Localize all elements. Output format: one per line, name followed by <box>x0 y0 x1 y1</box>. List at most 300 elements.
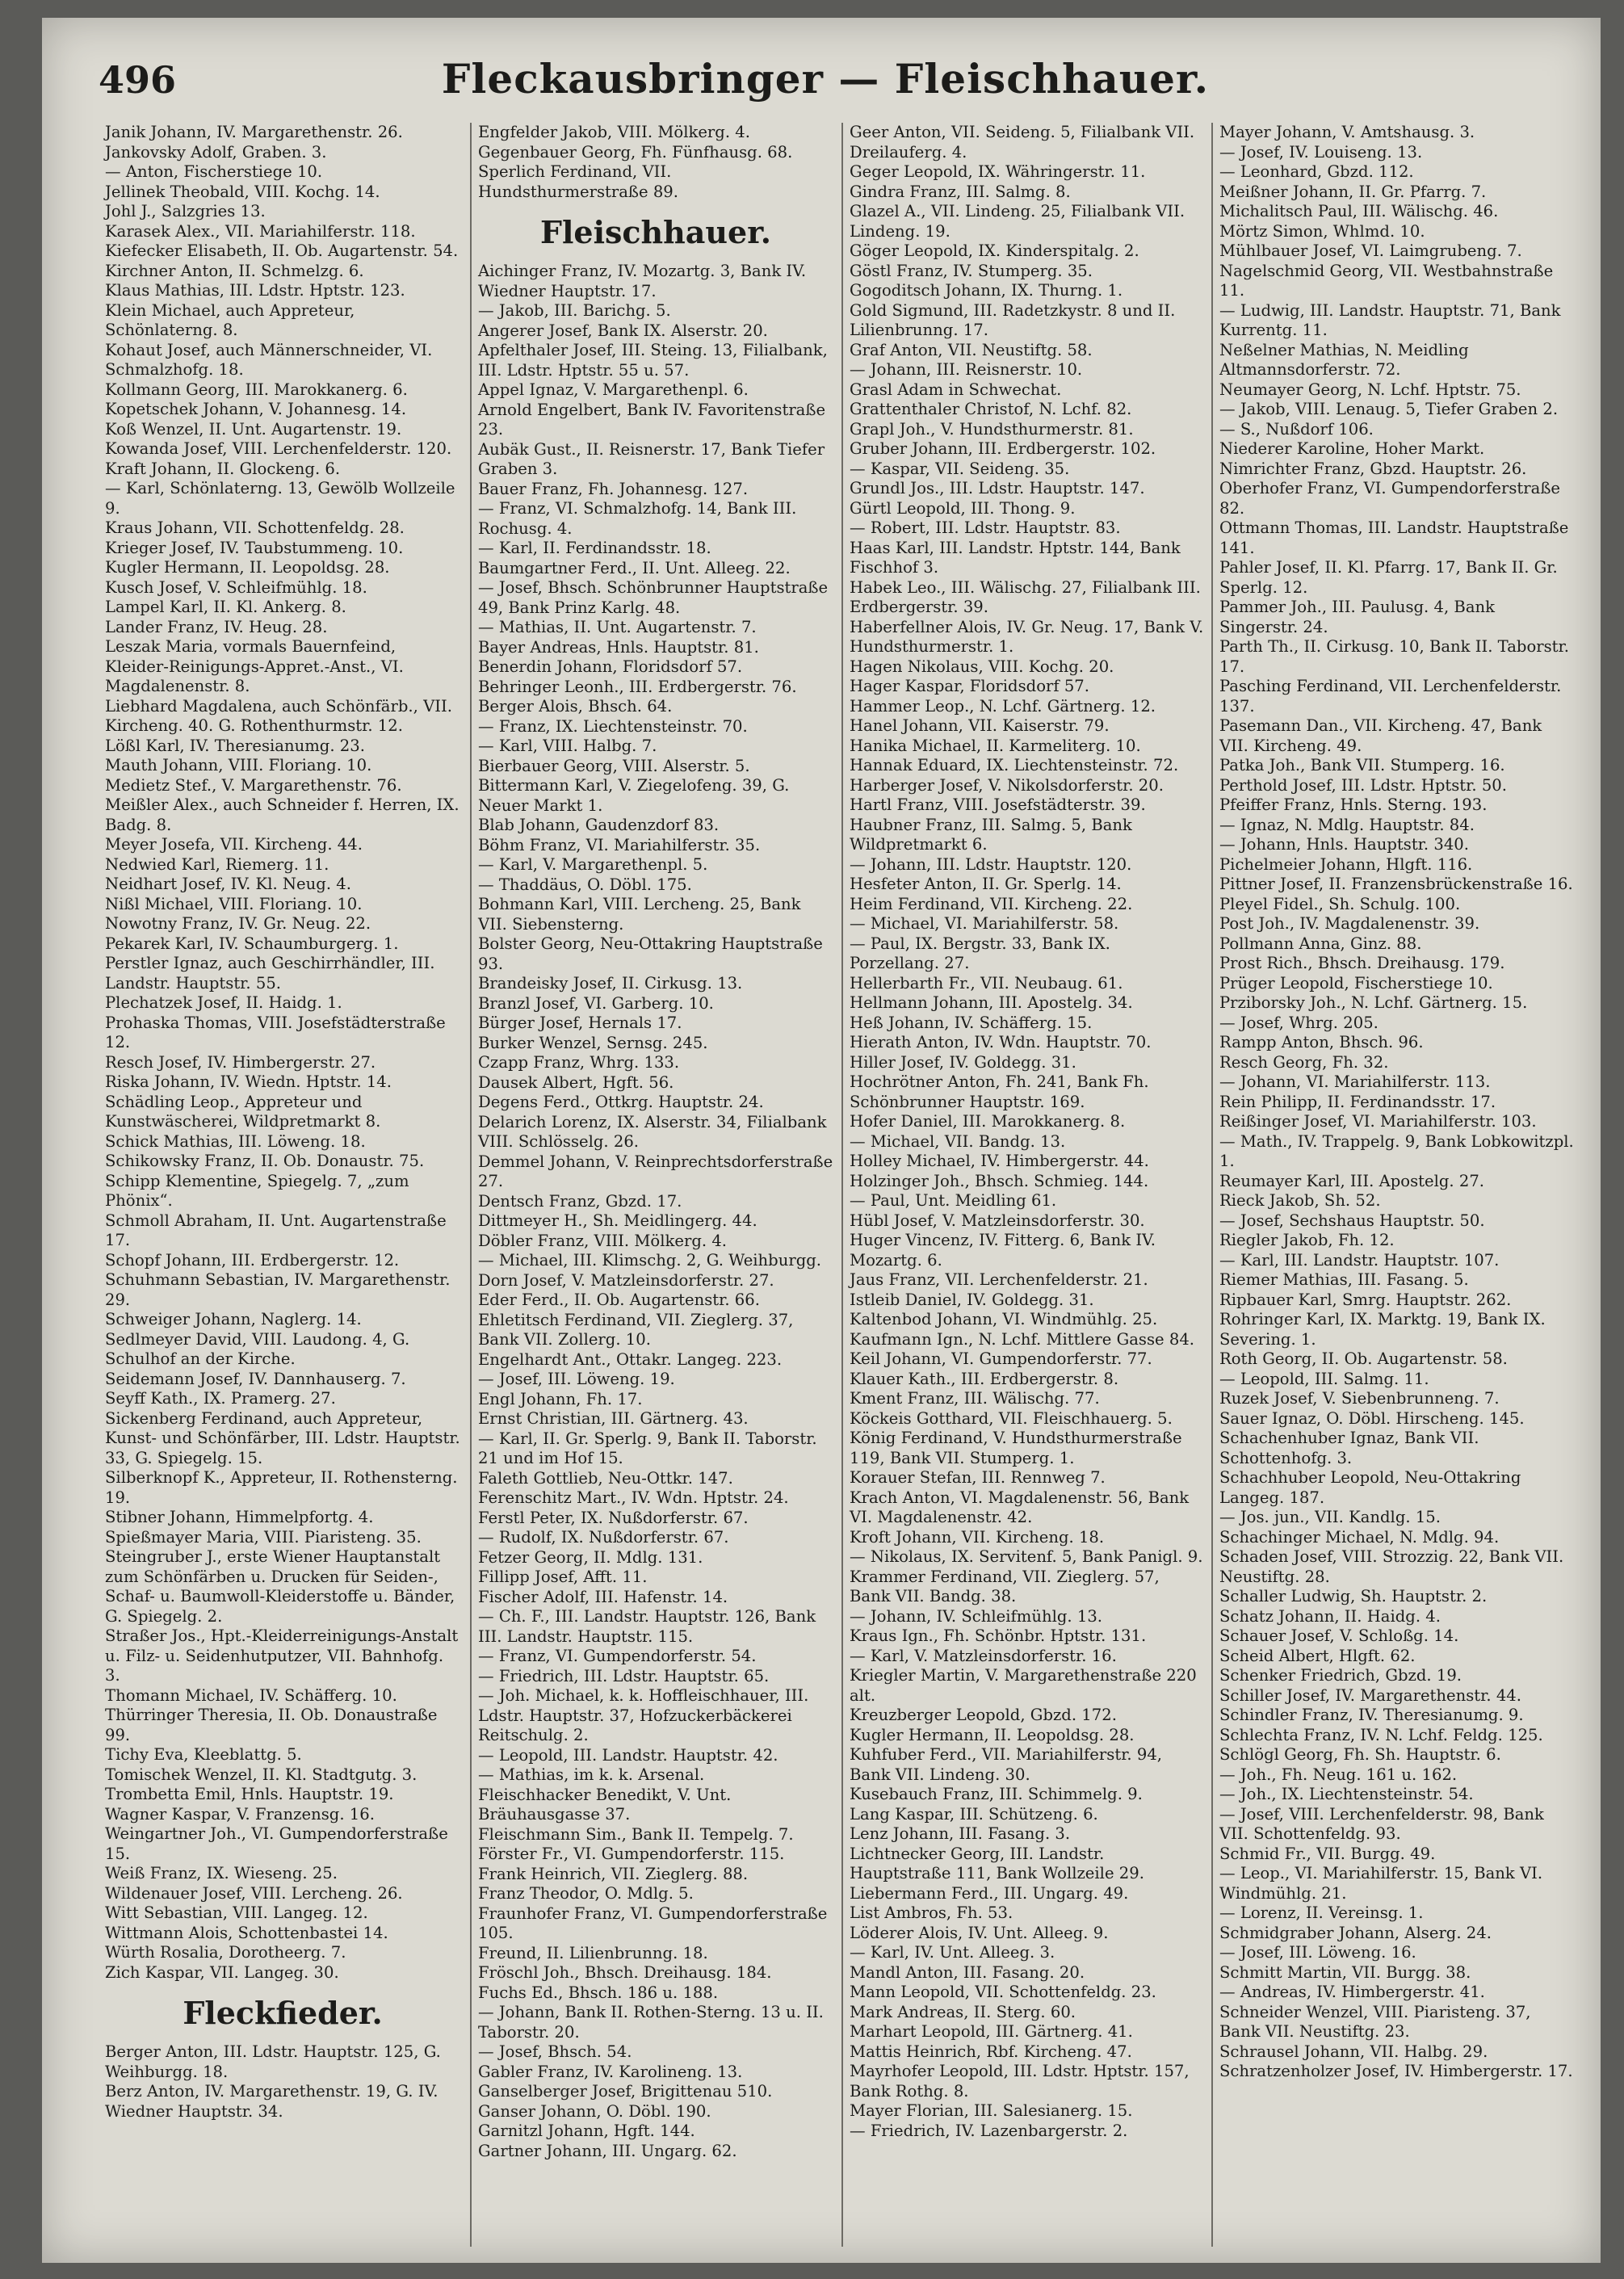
directory-entry: Meißler Alex., auch Schneider f. Herren, IX. Badg. 8. <box>105 795 460 834</box>
directory-entry: Lander Franz, IV. Heug. 28. <box>105 617 328 636</box>
directory-entry: Thomann Michael, IV. Schäfferg. 10. <box>105 1685 397 1705</box>
directory-entry: Fröschl Joh., Bhsch. Dreihausg. 184. <box>478 1963 772 1982</box>
directory-entry: — Thaddäus, O. Döbl. 175. <box>478 875 692 894</box>
directory-entry: Koß Wenzel, II. Unt. Augartenstr. 19. <box>105 419 402 439</box>
directory-entry: — Karl, VIII. Halbg. 7. <box>478 737 657 755</box>
directory-entry: Gruber Johann, III. Erdbergerstr. 102. <box>850 439 1156 458</box>
directory-entry: Lenz Johann, III. Fasang. 3. <box>850 1824 1071 1843</box>
directory-entry: Faleth Gottlieb, Neu-Ottkr. 147. <box>478 1468 733 1488</box>
directory-entry: Schikowsky Franz, II. Ob. Donaustr. 75. <box>105 1152 425 1170</box>
directory-entry: Löderer Alois, IV. Unt. Alleeg. 9. <box>850 1923 1109 1942</box>
directory-entry: — Michael, VII. Bandg. 13. <box>850 1131 1066 1151</box>
directory-entry: Nimrichter Franz, Gbzd. Hauptstr. 26. <box>1219 459 1527 478</box>
directory-entry: Hanika Michael, II. Karmeliterg. 10. <box>850 736 1141 755</box>
directory-entry: Rein Philipp, II. Ferdinandsstr. 17. <box>1219 1092 1496 1111</box>
directory-page <box>42 18 1601 2263</box>
directory-entry: — Franz, VI. Gumpendorferstr. 54. <box>478 1647 757 1665</box>
directory-entry: Aubäk Gust., II. Reisnerstr. 17, Bank Tiefer Graben 3. <box>478 439 825 478</box>
directory-entry: Böhm Franz, VI. Mariahilferstr. 35. <box>478 835 761 854</box>
directory-entry: Ferstl Peter, IX. Nußdorferstr. 67. <box>478 1508 749 1527</box>
directory-entry: Hesfeter Anton, II. Gr. Sperlg. 14. <box>850 875 1122 893</box>
directory-entry: Perstler Ignaz, auch Geschirrhändler, III. Landstr. Hauptstr. 55. <box>105 954 435 993</box>
directory-entry: Medietz Stef., V. Margarethenstr. 76. <box>105 775 402 795</box>
directory-entry: — Mathias, II. Unt. Augartenstr. 7. <box>478 618 757 636</box>
directory-entry: König Ferdinand, V. Hundsthurmerstraße 119, Bank VII. Stumperg. 1. <box>850 1429 1182 1467</box>
directory-entry: — Josef, III. Löweng. 19. <box>478 1370 675 1388</box>
directory-entry: Pahler Josef, II. Kl. Pfarrg. 17, Bank II. Gr. Sperlg. 12. <box>1219 558 1558 597</box>
directory-entry: Patka Joh., Bank VII. Stumperg. 16. <box>1219 756 1505 774</box>
directory-entry: — Jos. jun., VII. Kandlg. 15. <box>1219 1508 1441 1526</box>
directory-entry: Grundl Jos., III. Ldstr. Hauptstr. 147. <box>850 479 1145 497</box>
directory-entry: — Friedrich, III. Ldstr. Hauptstr. 65. <box>478 1666 770 1685</box>
directory-entry: Förster Fr., VI. Gumpendorferstr. 115. <box>478 1845 785 1863</box>
directory-entry: Hübl Josef, V. Matzleinsdorferstr. 30. <box>850 1211 1145 1230</box>
directory-entry: Riegler Jakob, Fh. 12. <box>1219 1231 1395 1249</box>
directory-entry: — Karl, II. Gr. Sperlg. 9, Bank II. Taborstr. 21 und im Hof 15. <box>478 1429 817 1467</box>
directory-entry: Bolster Georg, Neu-Ottakring Hauptstraße 93. <box>478 934 823 973</box>
directory-entry: — Johann, III. Ldstr. Hauptstr. 120. <box>850 854 1132 874</box>
column-1 <box>105 123 460 2122</box>
directory-entry: Garnitzl Johann, Hgft. 144. <box>478 2122 695 2140</box>
directory-entry: Mann Leopold, VII. Schottenfeldg. 23. <box>850 1983 1156 2001</box>
directory-entry: Kraft Johann, II. Glockeng. 6. <box>105 459 341 478</box>
directory-entry: Schlechta Franz, IV. N. Lchf. Feldg. 125. <box>1219 1725 1543 1744</box>
directory-entry: Pekarek Karl, IV. Schaumburgerg. 1. <box>105 934 399 953</box>
directory-entry: — Karl, II. Ferdinandsstr. 18. <box>478 539 711 557</box>
directory-entry: Hammer Leop., N. Lchf. Gärtnerg. 12. <box>850 696 1156 716</box>
directory-entry: Branzl Josef, VI. Garberg. 10. <box>478 993 714 1013</box>
directory-entry: Heim Ferdinand, VII. Kircheng. 22. <box>850 894 1133 913</box>
directory-entry: Weingartner Joh., VI. Gumpendorferstraße 15. <box>105 1824 448 1863</box>
directory-entry: Schopf Johann, III. Erdbergerstr. 12. <box>105 1250 400 1270</box>
section-heading: Fleckfieder. <box>183 1995 383 2031</box>
directory-entry: Stibner Johann, Himmelpfortg. 4. <box>105 1508 374 1526</box>
directory-entry: Krach Anton, VI. Magdalenenstr. 56, Bank VI. Magdalenenstr. 42. <box>850 1488 1190 1526</box>
directory-entry: Brandeisky Josef, II. Cirkusg. 13. <box>478 974 743 993</box>
directory-entry: Hartl Franz, VIII. Josefstädterstr. 39. <box>850 795 1146 814</box>
directory-entry: Fraunhofer Franz, VI. Gumpendorferstraße 105. <box>478 1903 828 1942</box>
directory-entry: — Michael, III. Klimschg. 2, G. Weihburgg. <box>478 1251 822 1270</box>
directory-entry: Lang Kaspar, III. Schützeng. 6. <box>850 1804 1098 1824</box>
directory-entry: Mühlbauer Josef, VI. Laimgrubeng. 7. <box>1219 241 1522 260</box>
section-heading: Fleischhauer. <box>539 214 771 250</box>
directory-entry: Fuchs Ed., Bhsch. 186 u. 188. <box>478 1983 719 2002</box>
directory-entry: — Johann, VI. Mariahilferstr. 113. <box>1219 1072 1491 1091</box>
directory-entry: Kreuzberger Leopold, Gbzd. 172. <box>850 1706 1117 1724</box>
directory-entry: Keil Johann, VI. Gumpendorferstr. 77. <box>850 1349 1152 1368</box>
directory-entry: Nagelschmid Georg, VII. Westbahnstraße 11. <box>1219 261 1554 300</box>
directory-entry: Plechatzek Josef, II. Haidg. 1. <box>105 993 342 1012</box>
directory-entry: Schenker Friedrich, Gbzd. 19. <box>1219 1666 1462 1685</box>
directory-entry: — Josef, Bhsch. 54. <box>478 2042 632 2061</box>
directory-entry: Gold Sigmund, III. Radetzkystr. 8 und II. Lilienbrunng. 17. <box>850 300 1176 339</box>
directory-entry: Gürtl Leopold, III. Thong. 9. <box>850 498 1076 518</box>
directory-entry: Meyer Josefa, VII. Kircheng. 44. <box>105 835 363 854</box>
directory-entry: — Karl, IV. Unt. Alleeg. 3. <box>850 1943 1055 1962</box>
directory-entry: — Joh., IX. Liechtensteinstr. 54. <box>1219 1785 1474 1803</box>
directory-entry: Bittermann Karl, V. Ziegelofeng. 39, G. Neuer Markt 1. <box>478 776 790 815</box>
directory-entry: Seyff Kath., IX. Pramerg. 27. <box>105 1389 336 1408</box>
directory-entry: Bayer Andreas, Hnls. Hauptstr. 81. <box>478 637 759 657</box>
directory-entry: Klauer Kath., III. Erdbergerstr. 8. <box>850 1369 1119 1388</box>
directory-entry: — Math., IV. Trappelg. 9, Bank Lobkowitzpl. 1. <box>1219 1131 1574 1170</box>
directory-entry: Sperlich Ferdinand, VII. Hundsthurmerstraße 89. <box>478 162 678 201</box>
directory-entry: Jellinek Theobald, VIII. Kochg. 14. <box>105 182 380 201</box>
directory-entry: Roth Georg, II. Ob. Augartenstr. 58. <box>1219 1349 1508 1368</box>
directory-entry: Gogoditsch Johann, IX. Thurng. 1. <box>850 281 1123 300</box>
directory-entry: Gabler Franz, IV. Karolineng. 13. <box>478 2062 743 2081</box>
directory-entry: Thürringer Theresia, II. Ob. Donaustraße 99. <box>105 1706 438 1744</box>
directory-entry: Kiefecker Elisabeth, II. Ob. Augartenstr. 54. <box>105 241 459 260</box>
directory-entry: Freund, II. Lilienbrunng. 18. <box>478 1943 708 1962</box>
directory-entry: Janik Johann, IV. Margarethenstr. 26. <box>105 123 403 141</box>
directory-entry: Nowotny Franz, IV. Gr. Neug. 22. <box>105 914 371 933</box>
directory-entry: Pfeiffer Franz, Hnls. Sterng. 193. <box>1219 795 1488 814</box>
directory-entry: Rieck Jakob, Sh. 52. <box>1219 1191 1381 1210</box>
directory-entry: Ruzek Josef, V. Siebenbrunneng. 7. <box>1219 1389 1500 1408</box>
directory-entry: Prüger Leopold, Fischerstiege 10. <box>1219 973 1493 993</box>
directory-entry: Rohringer Karl, IX. Marktg. 19, Bank IX. Severing. 1. <box>1219 1310 1546 1349</box>
directory-entry: Demmel Johann, V. Reinprechtsdorferstraße 27. <box>478 1152 833 1190</box>
directory-entry: Fischer Adolf, III. Hafenstr. 14. <box>478 1587 728 1606</box>
directory-entry: Ernst Christian, III. Gärtnerg. 43. <box>478 1409 749 1428</box>
directory-entry: Eder Ferd., II. Ob. Augartenstr. 66. <box>478 1291 760 1309</box>
directory-entry: Korauer Stefan, III. Rennweg 7. <box>850 1468 1106 1487</box>
directory-entry: — Ludwig, III. Landstr. Hauptstr. 71, Bank Kurrentg. 11. <box>1219 300 1561 339</box>
directory-entry: Mark Andreas, II. Sterg. 60. <box>850 2002 1076 2021</box>
directory-entry: Aichinger Franz, IV. Mozartg. 3, Bank IV. Wiedner Hauptstr. 17. <box>478 262 807 300</box>
directory-entry: Döbler Franz, VIII. Mölkerg. 4. <box>478 1231 728 1250</box>
directory-entry: Ottmann Thomas, III. Landstr. Hauptstraße 141. <box>1219 518 1569 557</box>
directory-entry: Lampel Karl, II. Kl. Ankerg. 8. <box>105 598 346 616</box>
directory-entry: Mörtz Simon, Whlmd. 10. <box>1219 221 1425 241</box>
directory-entry: Bürger Josef, Hernals 17. <box>478 1014 682 1032</box>
directory-entry: Steingruber J., erste Wiener Hauptanstalt zum Schönfärben u. Drucken für Seiden-, Schaf- u. Baumwoll-Kleiderstoffe u. Bänder, G. Spiegelg. 2. <box>105 1547 455 1626</box>
directory-entry: Hannak Eduard, IX. Liechtensteinstr. 72. <box>850 756 1179 774</box>
directory-entry: Sauer Ignaz, O. Döbl. Hirscheng. 145. <box>1219 1408 1525 1428</box>
directory-entry: Post Joh., IV. Magdalenenstr. 39. <box>1219 914 1480 933</box>
directory-entry: Glazel A., VII. Lindeng. 25, Filialbank VII. Lindeng. 19. <box>850 202 1185 241</box>
directory-entry: Trombetta Emil, Hnls. Hauptstr. 19. <box>105 1785 394 1803</box>
directory-entry: Graf Anton, VII. Neustiftg. 58. <box>850 340 1093 359</box>
directory-entry: Neidhart Josef, IV. Kl. Neug. 4. <box>105 875 351 893</box>
directory-entry: Ganselberger Josef, Brigittenau 510. <box>478 2082 773 2101</box>
directory-entry: Würth Rosalia, Dorotheerg. 7. <box>105 1943 346 1962</box>
directory-entry: — Joh. Michael, k. k. Hoffleischhauer, III. Ldstr. Hauptstr. 37, Hofzuckerbäckerei Reitschulg. 2. <box>478 1686 809 1744</box>
directory-entry: Wildenauer Josef, VIII. Lercheng. 26. <box>105 1883 403 1903</box>
directory-entry: Riemer Mathias, III. Fasang. 5. <box>1219 1270 1469 1289</box>
directory-entry: Leszak Maria, vormals Bauernfeind, Kleider-Reinigungs-Appret.-Anst., VI. Magdalenenstr. 8. <box>105 637 404 695</box>
directory-entry: — Friedrich, IV. Lazenbargerstr. 2. <box>850 2121 1128 2140</box>
directory-entry: — Paul, IX. Bergstr. 33, Bank IX. Porzellang. 27. <box>850 934 1110 972</box>
directory-entry: Sedlmeyer David, VIII. Laudong. 4, G. Schulhof an der Kirche. <box>105 1329 410 1368</box>
column-divider <box>470 123 472 2247</box>
directory-entry: — Josef, Whrg. 205. <box>1219 1013 1379 1032</box>
directory-entry: Mauth Johann, VIII. Floriang. 10. <box>105 756 372 774</box>
directory-entry: Kraus Ign., Fh. Schönbr. Hptstr. 131. <box>850 1626 1147 1645</box>
directory-entry: Franz Theodor, O. Mdlg. 5. <box>478 1884 694 1903</box>
directory-entry: Hager Kaspar, Floridsdorf 57. <box>850 677 1090 695</box>
directory-entry: Appel Ignaz, V. Margarethenpl. 6. <box>478 380 749 399</box>
directory-entry: — Josef, VIII. Lerchenfelderstr. 98, Bank VII. Schottenfeldg. 93. <box>1219 1804 1544 1843</box>
directory-entry: — Josef, Bhsch. Schönbrunner Hauptstraße 49, Bank Prinz Karlg. 48. <box>478 578 829 617</box>
directory-entry: Schmoll Abraham, II. Unt. Augartenstraße 17. <box>105 1211 447 1249</box>
directory-entry: Ferenschitz Mart., IV. Wdn. Hptstr. 24. <box>478 1488 789 1507</box>
directory-entry: Neßelner Mathias, N. Meidling Altmannsdorferstr. 72. <box>1219 340 1469 379</box>
directory-entry: Hellerbarth Fr., VII. Neubaug. 61. <box>850 973 1123 993</box>
directory-entry: — Andreas, IV. Himbergerstr. 41. <box>1219 1983 1485 2001</box>
directory-entry: Resch Georg, Fh. 32. <box>1219 1052 1389 1072</box>
directory-entry: Schachinger Michael, N. Mdlg. 94. <box>1219 1527 1500 1547</box>
directory-entry: Straßer Jos., Hpt.-Kleiderreinigungs-Anstalt u. Filz- u. Seidenhutputzer, VII. Bahnhofg. 3. <box>105 1626 459 1685</box>
directory-entry: — Josef, III. Löweng. 16. <box>1219 1943 1416 1962</box>
directory-entry: Habek Leo., III. Wälischg. 27, Filialbank III. Erdbergerstr. 39. <box>850 577 1201 616</box>
directory-entry: — Paul, Unt. Meidling 61. <box>850 1191 1057 1210</box>
directory-entry: Reißinger Josef, VI. Mariahilferstr. 103. <box>1219 1112 1537 1131</box>
directory-entry: Nedwied Karl, Riemerg. 11. <box>105 854 329 874</box>
directory-entry: Mayer Johann, V. Amtshausg. 3. <box>1219 123 1475 141</box>
directory-entry: Haubner Franz, III. Salmg. 5, Bank Wildpretmarkt 6. <box>850 815 1132 854</box>
directory-entry: Resch Josef, IV. Himbergerstr. 27. <box>105 1052 376 1072</box>
directory-entry: Kaufmann Ign., N. Lchf. Mittlere Gasse 84. <box>850 1329 1195 1349</box>
directory-entry: Seidemann Josef, IV. Dannhauserg. 7. <box>105 1369 406 1388</box>
directory-entry: Prohaska Thomas, VIII. Josefstädterstraße 12. <box>105 1013 446 1051</box>
directory-entry: Lößl Karl, IV. Theresianumg. 23. <box>105 736 365 755</box>
directory-entry: Kroft Johann, VII. Kircheng. 18. <box>850 1527 1105 1547</box>
directory-entry: — Leopold, III. Salmg. 11. <box>1219 1369 1429 1388</box>
directory-entry: Haas Karl, III. Landstr. Hptstr. 144, Bank Fischhof 3. <box>850 538 1181 577</box>
directory-entry: Behringer Leonh., III. Erdbergerstr. 76. <box>478 677 797 696</box>
directory-entry: Benerdin Johann, Floridsdorf 57. <box>478 657 743 676</box>
directory-entry: Schmitt Martin, VII. Burgg. 38. <box>1219 1962 1471 1982</box>
directory-entry: List Ambros, Fh. 53. <box>850 1903 1013 1922</box>
directory-entry: Mattis Heinrich, Rbf. Kircheng. 47. <box>850 2042 1132 2061</box>
directory-entry: Huger Vincenz, IV. Fitterg. 6, Bank IV. Mozartg. 6. <box>850 1231 1156 1270</box>
directory-entry: Wittmann Alois, Schottenbastei 14. <box>105 1923 388 1942</box>
directory-entry: Heß Johann, IV. Schäfferg. 15. <box>850 1013 1093 1032</box>
directory-entry: Göger Leopold, IX. Kinderspitalg. 2. <box>850 241 1139 260</box>
directory-entry: Schädling Leop., Appreteur und Kunstwäscherei, Wildpretmarkt 8. <box>105 1092 381 1131</box>
directory-entry: Hierath Anton, IV. Wdn. Hauptstr. 70. <box>850 1033 1152 1051</box>
directory-entry: Arnold Engelbert, Bank IV. Favoritenstraße 23. <box>478 400 826 439</box>
directory-entry: Mayrhofer Leopold, III. Ldstr. Hptstr. 157, Bank Rothg. 8. <box>850 2062 1190 2101</box>
directory-entry: Neumayer Georg, N. Lchf. Hptstr. 75. <box>1219 380 1521 399</box>
directory-entry: Dorn Josef, V. Matzleinsdorferstr. 27. <box>478 1270 774 1290</box>
directory-entry: Schaller Ludwig, Sh. Hauptstr. 2. <box>1219 1587 1488 1605</box>
directory-entry: Liebermann Ferd., III. Ungarg. 49. <box>850 1883 1129 1903</box>
directory-entry: Schachhuber Leopold, Neu-Ottakring Langeg. 187. <box>1219 1468 1521 1507</box>
directory-entry: — Ch. F., III. Landstr. Hauptstr. 126, Bank III. Landstr. Hauptstr. 115. <box>478 1607 816 1646</box>
directory-entry: Ehletitsch Ferdinand, VII. Zieglerg. 37, Bank VII. Zollerg. 10. <box>478 1310 794 1349</box>
directory-entry: — Robert, III. Ldstr. Hauptstr. 83. <box>850 518 1121 537</box>
directory-entry: — Joh., Fh. Neug. 161 u. 162. <box>1219 1765 1458 1784</box>
directory-entry: Schick Mathias, III. Löweng. 18. <box>105 1131 366 1151</box>
column-divider <box>841 123 843 2247</box>
directory-entry: Schrausel Johann, VII. Halbg. 29. <box>1219 2042 1488 2061</box>
directory-entry: — Johann, Bank II. Rothen-Sterng. 13 u. II. Taborstr. 20. <box>478 2003 824 2042</box>
directory-entry: — Johann, III. Reisnerstr. 10. <box>850 360 1083 379</box>
directory-entry: Kraus Johann, VII. Schottenfeldg. 28. <box>105 518 405 537</box>
directory-entry: — Karl, V. Margarethenpl. 5. <box>478 855 708 874</box>
directory-entry: Pleyel Fidel., Sh. Schulg. 100. <box>1219 894 1461 913</box>
directory-entry: — Johann, IV. Schleifmühlg. 13. <box>850 1606 1103 1626</box>
directory-entry: Schachenhuber Ignaz, Bank VII. Schottenhofg. 3. <box>1219 1429 1479 1467</box>
directory-entry: Istleib Daniel, IV. Goldegg. 31. <box>850 1290 1094 1309</box>
directory-entry: Kriegler Martin, V. Margarethenstraße 220 alt. <box>850 1666 1197 1705</box>
directory-entry: Pollmann Anna, Ginz. 88. <box>1219 934 1422 953</box>
directory-entry: Harberger Josef, V. Nikolsdorferstr. 20. <box>850 775 1164 795</box>
directory-entry: Schipp Klementine, Spiegelg. 7, „zum Phönix“. <box>105 1171 409 1210</box>
directory-entry: Pammer Joh., III. Paulusg. 4, Bank Singerstr. 24. <box>1219 598 1496 636</box>
directory-entry: Schratzenholzer Josef, IV. Himbergerstr. 17. <box>1219 2062 1573 2080</box>
directory-entry: Hagen Nikolaus, VIII. Kochg. 20. <box>850 657 1114 676</box>
directory-entry: — Leop., VI. Mariahilferstr. 15, Bank VI. Windmühlg. 21. <box>1219 1864 1543 1903</box>
directory-entry: Kuhfuber Ferd., VII. Mariahilferstr. 94, Bank VII. Lindeng. 30. <box>850 1745 1163 1784</box>
directory-entry: Pichelmeier Johann, Hlgft. 116. <box>1219 854 1473 874</box>
directory-entry: — Johann, Hnls. Hauptstr. 340. <box>1219 835 1469 854</box>
directory-entry: Silberknopf K., Appreteur, II. Rothensterng. 19. <box>105 1468 458 1507</box>
directory-entry: — Lorenz, II. Vereinsg. 1. <box>1219 1903 1424 1922</box>
directory-entry: Berger Anton, III. Ldstr. Hauptstr. 125, G. Weihburgg. 18. <box>105 2042 441 2081</box>
directory-entry: — Karl, III. Landstr. Hauptstr. 107. <box>1219 1250 1500 1270</box>
directory-entry: Engl Johann, Fh. 17. <box>478 1389 643 1408</box>
directory-entry: Schiller Josef, IV. Margarethenstr. 44. <box>1219 1685 1522 1705</box>
directory-entry: Geer Anton, VII. Seideng. 5, Filialbank VII. Dreilauferg. 4. <box>850 123 1195 162</box>
column-divider <box>1211 123 1213 2247</box>
directory-entry: Engfelder Jakob, VIII. Mölkerg. 4. <box>478 123 750 141</box>
directory-entry: Lichtnecker Georg, III. Landstr. Hauptstraße 111, Bank Wollzeile 29. <box>850 1844 1144 1882</box>
directory-entry: Bohmann Karl, VIII. Lercheng. 25, Bank VII. Siebensterng. <box>478 895 801 934</box>
directory-entry: Mandl Anton, III. Fasang. 20. <box>850 1962 1085 1982</box>
directory-entry: Jaus Franz, VII. Lerchenfelderstr. 21. <box>850 1270 1148 1289</box>
directory-entry: Baumgartner Ferd., II. Unt. Alleeg. 22. <box>478 558 791 577</box>
directory-entry: Zich Kaspar, VII. Langeg. 30. <box>105 1962 339 1982</box>
directory-entry: Blab Johann, Gaudenzdorf 83. <box>478 816 720 834</box>
directory-entry: — Jakob, III. Barichg. 5. <box>478 301 671 320</box>
directory-entry: Spießmayer Maria, VIII. Piaristeng. 35. <box>105 1527 422 1547</box>
directory-entry: Holley Michael, IV. Himbergerstr. 44. <box>850 1152 1149 1170</box>
directory-entry: Marhart Leopold, III. Gärtnerg. 41. <box>850 2022 1133 2041</box>
directory-entry: Schlögl Georg, Fh. Sh. Hauptstr. 6. <box>1219 1745 1501 1764</box>
directory-entry: Scheid Albert, Hlgft. 62. <box>1219 1646 1416 1665</box>
directory-entry: Tomischek Wenzel, II. Kl. Stadtgutg. 3. <box>105 1765 418 1784</box>
directory-entry: Krieger Josef, IV. Taubstummeng. 10. <box>105 538 404 557</box>
directory-entry: Hochrötner Anton, Fh. 241, Bank Fh. Schönbrunner Hauptstr. 169. <box>850 1072 1149 1111</box>
directory-entry: Kohaut Josef, auch Männerschneider, VI. Schmalzhofg. 18. <box>105 340 433 379</box>
directory-entry: Riska Johann, IV. Wiedn. Hptstr. 14. <box>105 1072 392 1091</box>
running-title: Fleckausbringer — Fleischhauer. <box>441 55 1210 103</box>
directory-entry: Hiller Josef, IV. Goldegg. 31. <box>850 1052 1076 1072</box>
directory-entry: Schmidgraber Johann, Alserg. 24. <box>1219 1923 1492 1942</box>
directory-entry: Grasl Adam in Schwechat. <box>850 380 1062 399</box>
directory-entry: Dittmeyer H., Sh. Meidlingerg. 44. <box>478 1211 757 1230</box>
directory-entry: Göstl Franz, IV. Stumperg. 35. <box>850 261 1093 280</box>
directory-entry: Michalitsch Paul, III. Wälischg. 46. <box>1219 202 1499 220</box>
directory-entry: Schuhmann Sebastian, IV. Margarethenstr. 29. <box>105 1270 451 1309</box>
directory-entry: Wagner Kaspar, V. Franzensg. 16. <box>105 1804 375 1824</box>
directory-entry: Bauer Franz, Fh. Johannesg. 127. <box>478 479 749 498</box>
directory-entry: Grattenthaler Christof, N. Lchf. 82. <box>850 400 1132 418</box>
directory-entry: Perthold Josef, III. Ldstr. Hptstr. 50. <box>1219 775 1507 795</box>
directory-entry: Prziborsky Joh., N. Lchf. Gärtnerg. 15. <box>1219 993 1528 1012</box>
directory-entry: Fleischmann Sim., Bank II. Tempelg. 7. <box>478 1824 794 1844</box>
directory-entry: Pittner Josef, II. Franzensbrückenstraße 16. <box>1219 875 1573 893</box>
directory-entry: — Karl, Schönlaterng. 13, Gewölb Wollzeile 9. <box>105 479 455 518</box>
directory-entry: Kusebauch Franz, III. Schimmelg. 9. <box>850 1785 1143 1803</box>
directory-entry: Holzinger Joh., Bhsch. Schmieg. 144. <box>850 1171 1149 1190</box>
directory-entry: Prost Rich., Bhsch. Dreihausg. 179. <box>1219 954 1505 972</box>
directory-entry: Klein Michael, auch Appreteur, Schönlaterng. 8. <box>105 300 355 339</box>
directory-entry: — Anton, Fischerstiege 10. <box>105 162 323 181</box>
directory-entry: Kollmann Georg, III. Marokkanerg. 6. <box>105 380 408 399</box>
directory-entry: Schmid Fr., VII. Burgg. 49. <box>1219 1844 1436 1863</box>
directory-entry: Kowanda Josef, VIII. Lerchenfelderstr. 120. <box>105 439 452 458</box>
directory-entry: Apfelthaler Josef, III. Steing. 13, Filialbank, III. Ldstr. Hptstr. 55 u. 57. <box>478 341 828 380</box>
directory-entry: Burker Wenzel, Sernsg. 245. <box>478 1033 708 1052</box>
directory-entry: Niederer Karoline, Hoher Markt. <box>1219 439 1485 458</box>
directory-entry: Rampp Anton, Bhsch. 96. <box>1219 1033 1424 1051</box>
directory-entry: Hofer Daniel, III. Marokkanerg. 8. <box>850 1112 1126 1131</box>
directory-entry: — Josef, Sechshaus Hauptstr. 50. <box>1219 1211 1485 1230</box>
directory-entry: Pasemann Dan., VII. Kircheng. 47, Bank VII. Kircheng. 49. <box>1219 716 1542 755</box>
directory-entry: Schauer Josef, V. Schloßg. 14. <box>1219 1626 1459 1645</box>
directory-entry: Kment Franz, III. Wälischg. 77. <box>850 1389 1100 1408</box>
directory-entry: Schaden Josef, VIII. Strozzig. 22, Bank VII. Neustiftg. 28. <box>1219 1547 1564 1586</box>
directory-entry: — Michael, VI. Mariahilferstr. 58. <box>850 914 1119 933</box>
column-4 <box>1219 123 1575 2082</box>
directory-entry: Haberfellner Alois, IV. Gr. Neug. 17, Bank V. Hundsthurmerstr. 1. <box>850 617 1204 656</box>
directory-entry: Gindra Franz, III. Salmg. 8. <box>850 182 1071 201</box>
directory-entry: Fillipp Josef, Afft. 11. <box>478 1568 648 1586</box>
directory-entry: Sickenberg Ferdinand, auch Appreteur, Kunst- und Schönfärber, III. Ldstr. Hauptstr. 33, G. Spiegelg. 15. <box>105 1408 460 1467</box>
directory-entry: Karasek Alex., VII. Mariahilferstr. 118. <box>105 221 416 241</box>
directory-entry: — Leopold, III. Landstr. Hauptstr. 42. <box>478 1745 778 1765</box>
directory-entry: Witt Sebastian, VIII. Langeg. 12. <box>105 1903 368 1922</box>
directory-entry: Schneider Wenzel, VIII. Piaristeng. 37, Bank VII. Neustiftg. 23. <box>1219 2002 1531 2041</box>
directory-entry: Czapp Franz, Whrg. 133. <box>478 1053 680 1072</box>
directory-entry: Reumayer Karl, III. Apostelg. 27. <box>1219 1171 1485 1190</box>
directory-entry: — Leonhard, Gbzd. 112. <box>1219 162 1414 181</box>
directory-entry: Dentsch Franz, Gbzd. 17. <box>478 1191 682 1211</box>
directory-entry: Hanel Johann, VII. Kaiserstr. 79. <box>850 716 1110 735</box>
directory-entry: Pasching Ferdinand, VII. Lerchenfelderstr. 137. <box>1219 677 1562 716</box>
directory-entry: Fetzer Georg, II. Mdlg. 131. <box>478 1547 703 1567</box>
directory-entry: Delarich Lorenz, IX. Alserstr. 34, Filialbank VIII. Schlösselg. 26. <box>478 1112 827 1151</box>
directory-entry: Kusch Josef, V. Schleifmühlg. 18. <box>105 577 367 597</box>
page-number: 496 <box>99 58 177 102</box>
directory-entry: — S., Nußdorf 106. <box>1219 419 1374 439</box>
directory-entry: — Josef, IV. Louiseng. 13. <box>1219 142 1423 162</box>
directory-entry: Hellmann Johann, III. Apostelg. 34. <box>850 993 1133 1012</box>
directory-entry: Degens Ferd., Ottkrg. Hauptstr. 24. <box>478 1093 764 1111</box>
directory-entry: Gartner Johann, III. Ungarg. 62. <box>478 2141 737 2160</box>
directory-entry: — Ignaz, N. Mdlg. Hauptstr. 84. <box>1219 815 1475 834</box>
directory-entry: Johl J., Salzgries 13. <box>105 202 266 220</box>
directory-entry: Gegenbauer Georg, Fh. Fünfhausg. 68. <box>478 142 793 162</box>
directory-entry: Jankovsky Adolf, Graben. 3. <box>105 142 327 162</box>
directory-entry: Mayer Florian, III. Salesianerg. 15. <box>850 2101 1133 2120</box>
directory-entry: Schweiger Johann, Naglerg. 14. <box>105 1310 362 1328</box>
directory-entry: Köckeis Gotthard, VII. Fleischhauerg. 5. <box>850 1408 1173 1428</box>
directory-entry: Liebhard Magdalena, auch Schönfärb., VII. Kircheng. 40. G. Rothenthurmstr. 12. <box>105 696 452 735</box>
directory-entry: — Mathias, im k. k. Arsenal. <box>478 1765 705 1784</box>
directory-entry: Kopetschek Johann, V. Johannesg. 14. <box>105 400 407 418</box>
directory-entry: Grapl Joh., V. Hundsthurmerstr. 81. <box>850 419 1134 439</box>
directory-entry: Nißl Michael, VIII. Floriang. 10. <box>105 894 363 913</box>
directory-entry: Parth Th., II. Cirkusg. 10, Bank II. Taborstr. 17. <box>1219 637 1569 676</box>
directory-entry: Meißner Johann, II. Gr. Pfarrg. 7. <box>1219 182 1487 201</box>
directory-entry: Krammer Ferdinand, VII. Zieglerg. 57, Bank VII. Bandg. 38. <box>850 1567 1160 1605</box>
